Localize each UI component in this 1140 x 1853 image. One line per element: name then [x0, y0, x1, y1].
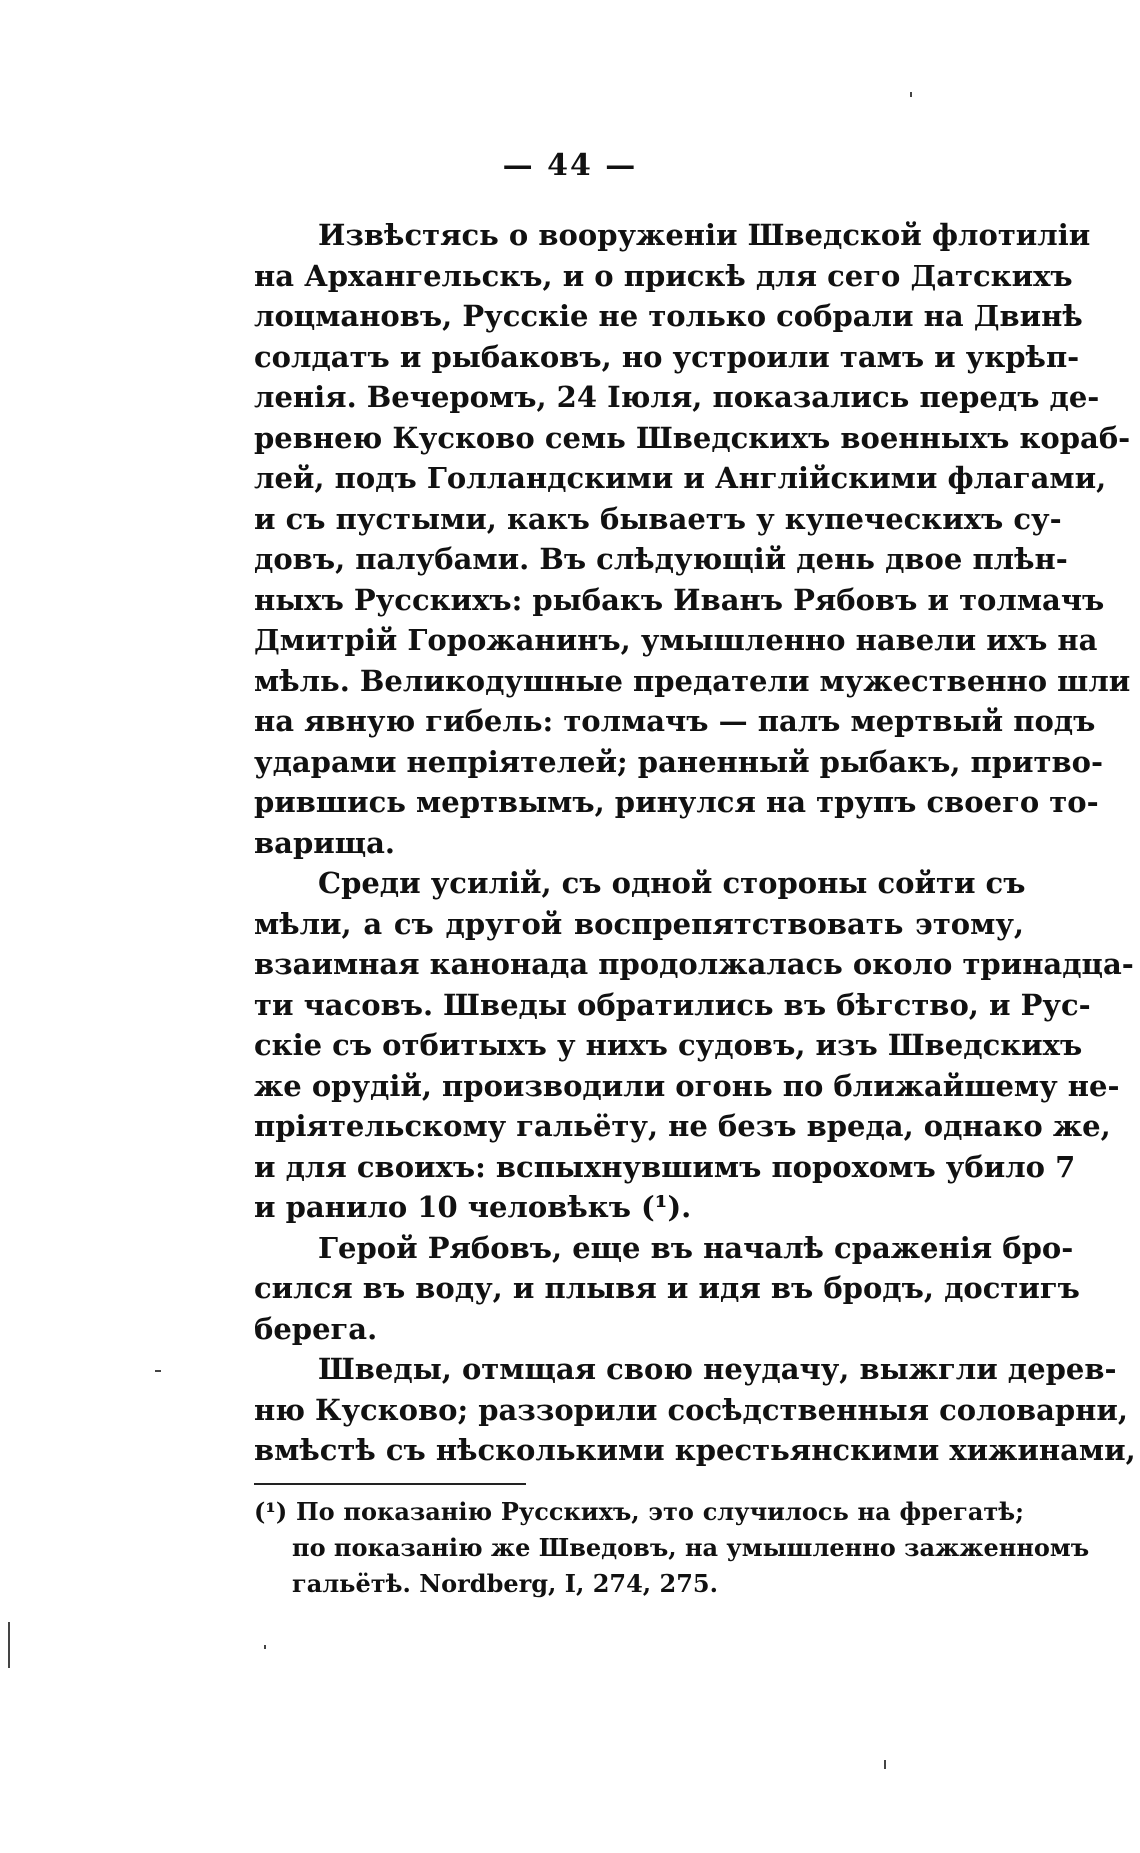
scan-speck: [264, 1645, 266, 1649]
text-line: пріятельскому гальёту, не безъ вреда, однако же,: [254, 1109, 1111, 1143]
text-line: солдатъ и рыбаковъ, но устроили тамъ и укрѣп-: [254, 339, 1080, 374]
page-number: — 44 —: [502, 148, 638, 183]
text-line: Герой Рябовъ, еще въ началѣ сраженія бро-: [318, 1230, 1074, 1265]
text-line: рившись мертвымъ, ринулся на трупъ своего то-: [254, 785, 1099, 819]
text-line: скіе съ отбитыхъ у нихъ судовъ, изъ Шведскихъ: [254, 1028, 1083, 1062]
text-line: ленія. Вечеромъ, 24 Іюля, показались передъ де-: [254, 380, 1100, 414]
paragraph: [254, 215, 1131, 863]
scan-speck: [155, 1370, 161, 1372]
scan-speck: [8, 1622, 10, 1668]
footnote-divider: [254, 1483, 526, 1485]
main-text: [254, 215, 1136, 1471]
text-line: ревнею Кусково семь Шведскихъ военныхъ кораб-: [254, 420, 1131, 455]
scan-speck: [884, 1760, 886, 1769]
footnote-line: (¹) По показанію Русскихъ, это случилось на фрегатѣ;: [254, 1497, 1024, 1526]
text-line: берега.: [254, 1311, 378, 1346]
text-line: довъ, палубами. Въ слѣдующій день двое плѣн-: [254, 542, 1068, 576]
text-line: на Архангельскъ, и о прискѣ для сего Датскихъ: [254, 258, 1073, 293]
text-line: мѣли, а съ другой воспрепятствовать этому,: [254, 906, 1024, 941]
paragraph: [254, 1228, 1080, 1350]
footnote: [254, 1494, 1090, 1602]
text-line: и съ пустыми, какъ бываетъ у купеческихъ су-: [254, 501, 1062, 536]
text-line: ныхъ Русскихъ: рыбакъ Иванъ Рябовъ и толмачъ: [254, 582, 1105, 617]
text-line: мѣль. Великодушные предатели мужественно шли: [254, 663, 1131, 698]
text-line: же орудій, производили огонь по ближайшему не-: [254, 1068, 1120, 1103]
scan-speck: [910, 92, 912, 97]
text-line: ти часовъ. Шведы обратились въ бѣгство, и Рус-: [254, 987, 1091, 1022]
text-line: лоцмановъ, Русскіе не только собрали на Двинѣ: [254, 299, 1083, 333]
footnote-line: по показанію же Шведовъ, на умышленно зажженномъ: [292, 1533, 1090, 1562]
text-line: вмѣстѣ съ нѣсколькими крестьянскими хижинами,: [254, 1433, 1136, 1467]
text-line: сился въ воду, и плывя и идя въ бродъ, достигъ: [254, 1271, 1080, 1305]
footnote-line: гальётѣ. Nordberg, I, 274, 275.: [292, 1569, 718, 1598]
text-line: Извѣстясь о вооруженіи Шведской флотиліи: [318, 218, 1091, 252]
text-line: лей, подъ Голландскими и Англійскими флагами,: [254, 461, 1107, 495]
text-line: и для своихъ: вспыхнувшимъ порохомъ убило 7: [254, 1149, 1076, 1184]
text-line: Шведы, отмщая свою неудачу, выжгли дерев-: [318, 1352, 1117, 1386]
text-line: ню Кусково; раззорили сосѣдственныя соловарни,: [254, 1392, 1128, 1427]
text-line: варища.: [254, 825, 395, 860]
paragraph: [254, 863, 1134, 1228]
text-line: на явную гибель: толмачъ — палъ мертвый подъ: [254, 704, 1096, 738]
text-line: Дмитрій Горожанинъ, умышленно навели ихъ на: [254, 623, 1098, 657]
text-line: Среди усилій, съ одной стороны сойти съ: [318, 866, 1026, 900]
text-line: взаимная канонада продолжалась около тринадца-: [254, 947, 1134, 981]
paragraph: [254, 1349, 1136, 1471]
text-line: и ранило 10 человѣкъ (¹).: [254, 1190, 692, 1224]
text-line: ударами непріятелей; раненный рыбакъ, притво-: [254, 744, 1104, 779]
